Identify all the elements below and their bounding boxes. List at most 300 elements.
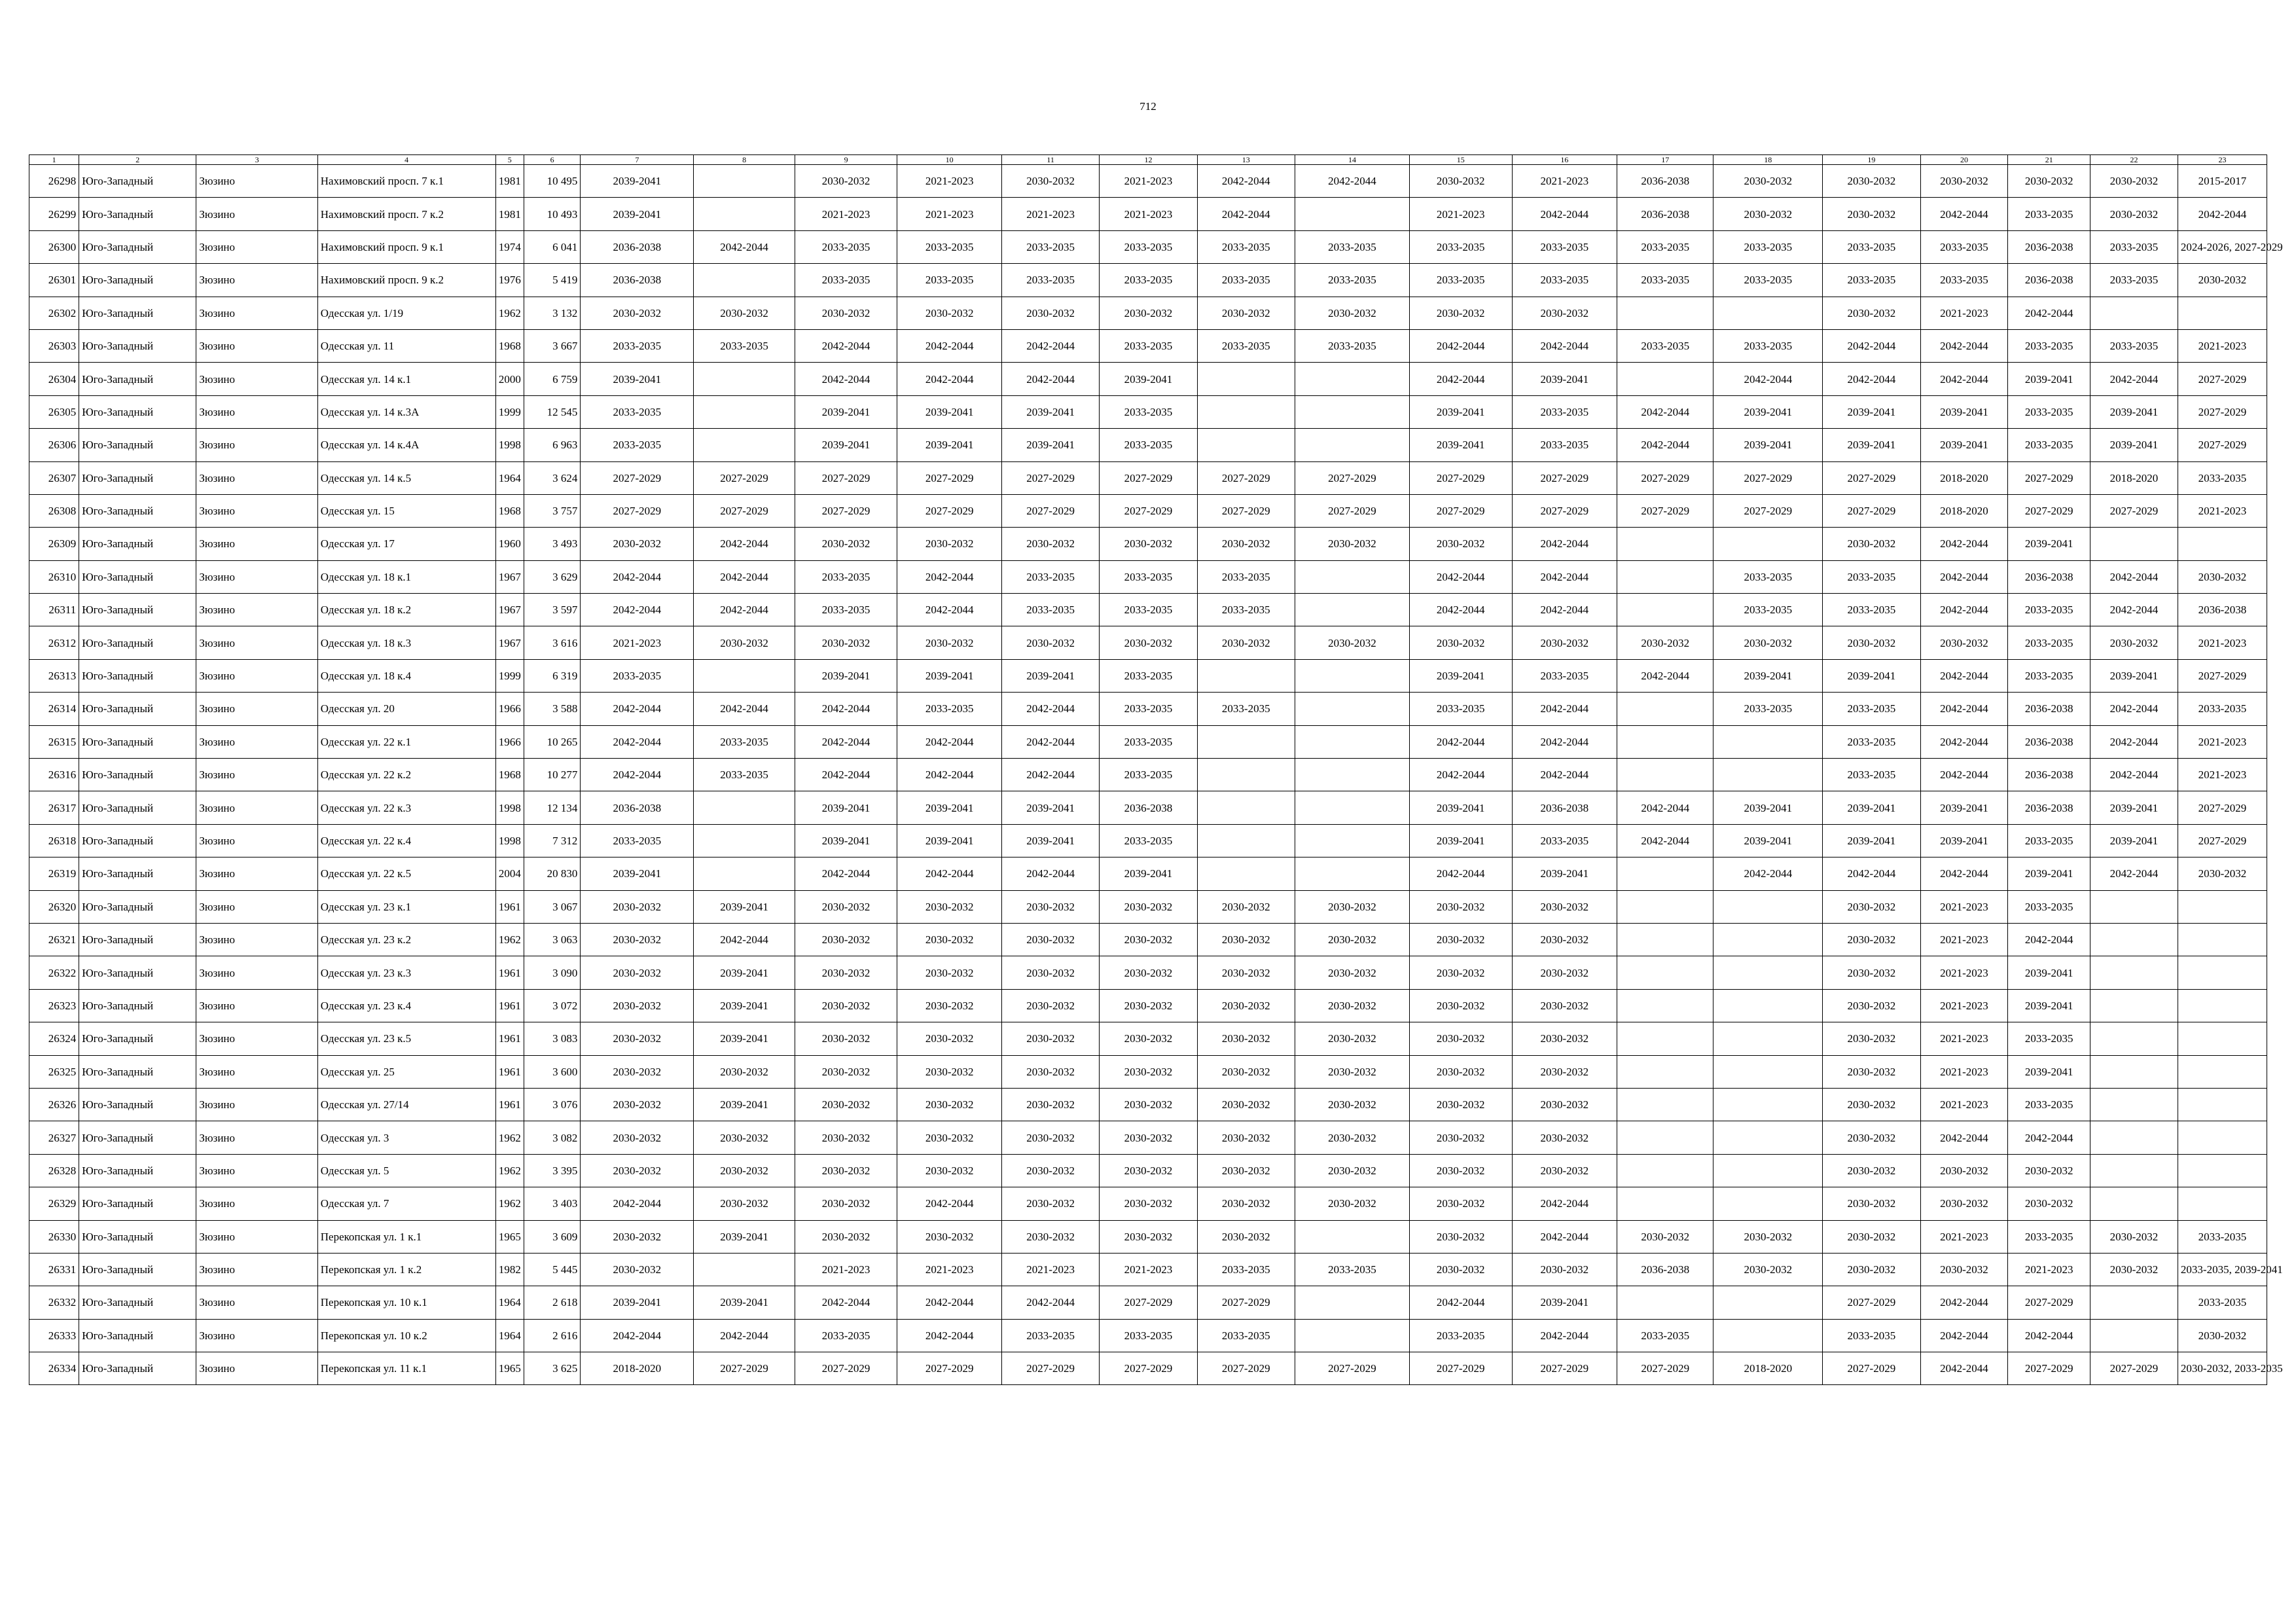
column-number-header: 5 bbox=[495, 155, 524, 165]
period-col-21-cell: 2033-2035 bbox=[2008, 659, 2090, 692]
column-number-header: 10 bbox=[897, 155, 1002, 165]
period-col-11-cell: 2030-2032 bbox=[1001, 1088, 1099, 1121]
period-col-18-cell bbox=[1713, 1088, 1823, 1121]
period-col-21-cell: 2027-2029 bbox=[2008, 494, 2090, 527]
period-col-18-cell: 2042-2044 bbox=[1713, 363, 1823, 395]
period-col-19-cell: 2042-2044 bbox=[1823, 857, 1920, 890]
period-col-13-cell bbox=[1197, 725, 1295, 758]
period-col-10-cell: 2033-2035 bbox=[897, 693, 1002, 725]
district-cell: Юго-Западный bbox=[79, 1253, 196, 1286]
period-col-8-cell: 2039-2041 bbox=[694, 890, 795, 923]
period-col-7-cell: 2042-2044 bbox=[581, 1187, 694, 1220]
period-col-17-cell: 2027-2029 bbox=[1617, 494, 1713, 527]
period-col-22-cell: 2033-2035 bbox=[2090, 230, 2178, 263]
district-cell: Юго-Западный bbox=[79, 363, 196, 395]
period-col-15-cell: 2030-2032 bbox=[1409, 1154, 1512, 1187]
build-year-cell: 1961 bbox=[495, 890, 524, 923]
period-col-15-cell: 2033-2035 bbox=[1409, 230, 1512, 263]
period-col-21-cell: 2033-2035 bbox=[2008, 1022, 2090, 1055]
period-col-22-cell: 2042-2044 bbox=[2090, 857, 2178, 890]
table-row bbox=[29, 363, 2267, 395]
period-col-17-cell: 2042-2044 bbox=[1617, 429, 1713, 461]
record-id-cell: 26307 bbox=[29, 461, 79, 494]
period-col-20-cell: 2042-2044 bbox=[1920, 1319, 2008, 1352]
period-col-14-cell bbox=[1295, 791, 1409, 824]
period-col-10-cell: 2042-2044 bbox=[897, 1187, 1002, 1220]
period-col-17-cell bbox=[1617, 989, 1713, 1022]
period-col-13-cell: 2030-2032 bbox=[1197, 1220, 1295, 1253]
district-cell: Юго-Западный bbox=[79, 824, 196, 857]
floor-area-cell: 12 545 bbox=[524, 395, 581, 428]
period-col-18-cell: 2039-2041 bbox=[1713, 395, 1823, 428]
period-col-10-cell: 2027-2029 bbox=[897, 494, 1002, 527]
period-col-7-cell: 2030-2032 bbox=[581, 1220, 694, 1253]
build-year-cell: 1974 bbox=[495, 230, 524, 263]
floor-area-cell: 3 132 bbox=[524, 297, 581, 329]
address-cell: Одесская ул. 25 bbox=[317, 1055, 495, 1088]
column-number-header: 17 bbox=[1617, 155, 1713, 165]
build-year-cell: 1966 bbox=[495, 693, 524, 725]
period-col-23-cell: 2033-2035, 2039-2041 bbox=[2178, 1253, 2267, 1286]
area-cell: Зюзино bbox=[196, 1154, 317, 1187]
period-col-16-cell: 2027-2029 bbox=[1512, 494, 1617, 527]
district-cell: Юго-Западный bbox=[79, 297, 196, 329]
table-row bbox=[29, 1022, 2267, 1055]
period-col-17-cell bbox=[1617, 363, 1713, 395]
period-col-12-cell: 2033-2035 bbox=[1100, 725, 1197, 758]
area-cell: Зюзино bbox=[196, 956, 317, 989]
period-col-16-cell: 2042-2044 bbox=[1512, 594, 1617, 626]
period-col-8-cell bbox=[694, 395, 795, 428]
area-cell: Зюзино bbox=[196, 528, 317, 560]
period-col-16-cell: 2030-2032 bbox=[1512, 923, 1617, 956]
table-row bbox=[29, 659, 2267, 692]
period-col-22-cell: 2039-2041 bbox=[2090, 659, 2178, 692]
record-id-cell: 26301 bbox=[29, 264, 79, 297]
period-col-23-cell: 2030-2032 bbox=[2178, 1319, 2267, 1352]
period-col-9-cell: 2033-2035 bbox=[795, 230, 897, 263]
period-col-12-cell: 2033-2035 bbox=[1100, 1319, 1197, 1352]
period-col-18-cell: 2039-2041 bbox=[1713, 429, 1823, 461]
period-col-14-cell bbox=[1295, 363, 1409, 395]
district-cell: Юго-Западный bbox=[79, 395, 196, 428]
record-id-cell: 26302 bbox=[29, 297, 79, 329]
period-col-21-cell: 2033-2035 bbox=[2008, 429, 2090, 461]
period-col-18-cell: 2027-2029 bbox=[1713, 494, 1823, 527]
period-col-9-cell: 2021-2023 bbox=[795, 1253, 897, 1286]
period-col-18-cell bbox=[1713, 297, 1823, 329]
period-col-22-cell bbox=[2090, 1319, 2178, 1352]
period-col-16-cell: 2030-2032 bbox=[1512, 297, 1617, 329]
period-col-19-cell: 2030-2032 bbox=[1823, 626, 1920, 659]
period-col-15-cell: 2027-2029 bbox=[1409, 461, 1512, 494]
column-number-header: 15 bbox=[1409, 155, 1512, 165]
period-col-13-cell bbox=[1197, 824, 1295, 857]
period-col-23-cell bbox=[2178, 1121, 2267, 1154]
period-col-15-cell: 2030-2032 bbox=[1409, 626, 1512, 659]
record-id-cell: 26303 bbox=[29, 329, 79, 362]
period-col-21-cell: 2042-2044 bbox=[2008, 923, 2090, 956]
period-col-8-cell: 2039-2041 bbox=[694, 1088, 795, 1121]
period-col-15-cell: 2030-2032 bbox=[1409, 1253, 1512, 1286]
address-cell: Одесская ул. 23 к.4 bbox=[317, 989, 495, 1022]
period-col-20-cell: 2021-2023 bbox=[1920, 1220, 2008, 1253]
period-col-9-cell: 2042-2044 bbox=[795, 857, 897, 890]
period-col-21-cell: 2021-2023 bbox=[2008, 1253, 2090, 1286]
address-cell: Одесская ул. 22 к.5 bbox=[317, 857, 495, 890]
area-cell: Зюзино bbox=[196, 1253, 317, 1286]
floor-area-cell: 3 625 bbox=[524, 1352, 581, 1385]
address-cell: Одесская ул. 14 к.1 bbox=[317, 363, 495, 395]
period-col-23-cell: 2021-2023 bbox=[2178, 759, 2267, 791]
period-col-14-cell: 2030-2032 bbox=[1295, 1022, 1409, 1055]
period-col-20-cell: 2030-2032 bbox=[1920, 1154, 2008, 1187]
period-col-19-cell: 2030-2032 bbox=[1823, 165, 1920, 198]
period-col-11-cell: 2033-2035 bbox=[1001, 560, 1099, 593]
period-col-16-cell: 2030-2032 bbox=[1512, 1154, 1617, 1187]
period-col-14-cell: 2030-2032 bbox=[1295, 890, 1409, 923]
period-col-18-cell: 2027-2029 bbox=[1713, 461, 1823, 494]
area-cell: Зюзино bbox=[196, 297, 317, 329]
period-col-8-cell: 2042-2044 bbox=[694, 230, 795, 263]
period-col-20-cell: 2042-2044 bbox=[1920, 329, 2008, 362]
period-col-21-cell: 2039-2041 bbox=[2008, 528, 2090, 560]
period-col-8-cell: 2033-2035 bbox=[694, 725, 795, 758]
record-id-cell: 26323 bbox=[29, 989, 79, 1022]
table-row bbox=[29, 165, 2267, 198]
floor-area-cell: 3 629 bbox=[524, 560, 581, 593]
period-col-12-cell: 2030-2032 bbox=[1100, 1154, 1197, 1187]
period-col-12-cell: 2030-2032 bbox=[1100, 297, 1197, 329]
period-col-17-cell: 2036-2038 bbox=[1617, 165, 1713, 198]
period-col-15-cell: 2030-2032 bbox=[1409, 1187, 1512, 1220]
period-col-12-cell: 2030-2032 bbox=[1100, 890, 1197, 923]
column-number-header: 2 bbox=[79, 155, 196, 165]
period-col-10-cell: 2042-2044 bbox=[897, 1286, 1002, 1319]
period-col-8-cell bbox=[694, 429, 795, 461]
period-col-8-cell: 2030-2032 bbox=[694, 626, 795, 659]
period-col-13-cell bbox=[1197, 363, 1295, 395]
period-col-8-cell: 2042-2044 bbox=[694, 560, 795, 593]
period-col-22-cell bbox=[2090, 1154, 2178, 1187]
period-col-17-cell bbox=[1617, 1088, 1713, 1121]
period-col-19-cell: 2033-2035 bbox=[1823, 759, 1920, 791]
period-col-14-cell: 2033-2035 bbox=[1295, 1253, 1409, 1286]
period-col-23-cell bbox=[2178, 1088, 2267, 1121]
address-cell: Нахимовский просп. 9 к.1 bbox=[317, 230, 495, 263]
period-col-23-cell: 2036-2038 bbox=[2178, 594, 2267, 626]
period-col-8-cell: 2033-2035 bbox=[694, 329, 795, 362]
period-col-11-cell: 2030-2032 bbox=[1001, 1154, 1099, 1187]
period-col-21-cell: 2036-2038 bbox=[2008, 560, 2090, 593]
record-id-cell: 26319 bbox=[29, 857, 79, 890]
area-cell: Зюзино bbox=[196, 1121, 317, 1154]
floor-area-cell: 3 757 bbox=[524, 494, 581, 527]
period-col-10-cell: 2042-2044 bbox=[897, 759, 1002, 791]
period-col-14-cell: 2030-2032 bbox=[1295, 1154, 1409, 1187]
period-col-16-cell: 2030-2032 bbox=[1512, 956, 1617, 989]
district-cell: Юго-Западный bbox=[79, 1055, 196, 1088]
period-col-10-cell: 2021-2023 bbox=[897, 1253, 1002, 1286]
period-col-9-cell: 2042-2044 bbox=[795, 759, 897, 791]
address-cell: Одесская ул. 22 к.2 bbox=[317, 759, 495, 791]
period-col-15-cell: 2039-2041 bbox=[1409, 791, 1512, 824]
table-row bbox=[29, 594, 2267, 626]
period-col-7-cell: 2042-2044 bbox=[581, 725, 694, 758]
period-col-12-cell: 2030-2032 bbox=[1100, 1055, 1197, 1088]
period-col-7-cell: 2030-2032 bbox=[581, 1055, 694, 1088]
address-cell: Перекопская ул. 10 к.1 bbox=[317, 1286, 495, 1319]
period-col-22-cell: 2030-2032 bbox=[2090, 165, 2178, 198]
period-col-9-cell: 2033-2035 bbox=[795, 264, 897, 297]
period-col-20-cell: 2042-2044 bbox=[1920, 759, 2008, 791]
period-col-10-cell: 2030-2032 bbox=[897, 297, 1002, 329]
record-id-cell: 26316 bbox=[29, 759, 79, 791]
floor-area-cell: 5 419 bbox=[524, 264, 581, 297]
period-col-18-cell bbox=[1713, 725, 1823, 758]
floor-area-cell: 3 072 bbox=[524, 989, 581, 1022]
period-col-23-cell bbox=[2178, 1055, 2267, 1088]
period-col-14-cell: 2033-2035 bbox=[1295, 264, 1409, 297]
record-id-cell: 26315 bbox=[29, 725, 79, 758]
period-col-12-cell: 2033-2035 bbox=[1100, 594, 1197, 626]
period-col-17-cell bbox=[1617, 1055, 1713, 1088]
build-year-cell: 1967 bbox=[495, 560, 524, 593]
district-cell: Юго-Западный bbox=[79, 461, 196, 494]
period-col-13-cell: 2042-2044 bbox=[1197, 198, 1295, 230]
period-col-13-cell: 2030-2032 bbox=[1197, 1187, 1295, 1220]
period-col-12-cell: 2030-2032 bbox=[1100, 1220, 1197, 1253]
period-col-22-cell: 2030-2032 bbox=[2090, 1253, 2178, 1286]
build-year-cell: 1964 bbox=[495, 1319, 524, 1352]
period-col-19-cell: 2030-2032 bbox=[1823, 989, 1920, 1022]
record-id-cell: 26321 bbox=[29, 923, 79, 956]
period-col-10-cell: 2030-2032 bbox=[897, 1154, 1002, 1187]
period-col-8-cell: 2027-2029 bbox=[694, 461, 795, 494]
table-row bbox=[29, 989, 2267, 1022]
period-col-9-cell: 2027-2029 bbox=[795, 494, 897, 527]
period-col-23-cell: 2030-2032 bbox=[2178, 560, 2267, 593]
period-col-14-cell: 2030-2032 bbox=[1295, 1187, 1409, 1220]
period-col-17-cell: 2033-2035 bbox=[1617, 230, 1713, 263]
column-number-header: 12 bbox=[1100, 155, 1197, 165]
record-id-cell: 26311 bbox=[29, 594, 79, 626]
address-cell: Перекопская ул. 1 к.2 bbox=[317, 1253, 495, 1286]
period-col-7-cell: 2033-2035 bbox=[581, 659, 694, 692]
period-col-9-cell: 2042-2044 bbox=[795, 693, 897, 725]
period-col-12-cell: 2033-2035 bbox=[1100, 395, 1197, 428]
period-col-10-cell: 2033-2035 bbox=[897, 264, 1002, 297]
period-col-7-cell: 2030-2032 bbox=[581, 1121, 694, 1154]
build-year-cell: 1967 bbox=[495, 594, 524, 626]
floor-area-cell: 5 445 bbox=[524, 1253, 581, 1286]
period-col-21-cell: 2033-2035 bbox=[2008, 1088, 2090, 1121]
build-year-cell: 1998 bbox=[495, 791, 524, 824]
table-body bbox=[29, 165, 2283, 1385]
period-col-20-cell: 2042-2044 bbox=[1920, 198, 2008, 230]
period-col-15-cell: 2042-2044 bbox=[1409, 725, 1512, 758]
period-col-17-cell bbox=[1617, 594, 1713, 626]
period-col-15-cell: 2042-2044 bbox=[1409, 560, 1512, 593]
period-col-17-cell: 2036-2038 bbox=[1617, 1253, 1713, 1286]
district-cell: Юго-Западный bbox=[79, 429, 196, 461]
period-col-18-cell bbox=[1713, 956, 1823, 989]
period-col-23-cell bbox=[2178, 1187, 2267, 1220]
period-col-11-cell: 2030-2032 bbox=[1001, 1187, 1099, 1220]
period-col-14-cell: 2030-2032 bbox=[1295, 989, 1409, 1022]
period-col-17-cell bbox=[1617, 693, 1713, 725]
period-col-13-cell: 2033-2035 bbox=[1197, 560, 1295, 593]
period-col-9-cell: 2030-2032 bbox=[795, 1121, 897, 1154]
record-id-cell: 26329 bbox=[29, 1187, 79, 1220]
period-col-9-cell: 2039-2041 bbox=[795, 824, 897, 857]
period-col-8-cell: 2039-2041 bbox=[694, 1286, 795, 1319]
period-col-15-cell: 2030-2032 bbox=[1409, 1220, 1512, 1253]
floor-area-cell: 3 600 bbox=[524, 1055, 581, 1088]
period-col-15-cell: 2033-2035 bbox=[1409, 264, 1512, 297]
table-row bbox=[29, 230, 2267, 263]
period-col-18-cell: 2030-2032 bbox=[1713, 1253, 1823, 1286]
period-col-22-cell: 2027-2029 bbox=[2090, 1352, 2178, 1385]
period-col-23-cell: 2033-2035 bbox=[2178, 461, 2267, 494]
period-col-20-cell: 2021-2023 bbox=[1920, 923, 2008, 956]
period-col-7-cell: 2033-2035 bbox=[581, 824, 694, 857]
floor-area-cell: 2 618 bbox=[524, 1286, 581, 1319]
record-id-cell: 26327 bbox=[29, 1121, 79, 1154]
build-year-cell: 1962 bbox=[495, 923, 524, 956]
period-col-18-cell: 2030-2032 bbox=[1713, 165, 1823, 198]
period-col-9-cell: 2030-2032 bbox=[795, 297, 897, 329]
period-col-7-cell: 2030-2032 bbox=[581, 1253, 694, 1286]
floor-area-cell: 3 493 bbox=[524, 528, 581, 560]
address-cell: Одесская ул. 14 к.5 bbox=[317, 461, 495, 494]
period-col-12-cell: 2027-2029 bbox=[1100, 1286, 1197, 1319]
period-col-7-cell: 2036-2038 bbox=[581, 230, 694, 263]
address-cell: Одесская ул. 1/19 bbox=[317, 297, 495, 329]
period-col-14-cell: 2030-2032 bbox=[1295, 1055, 1409, 1088]
table-row bbox=[29, 693, 2267, 725]
period-col-10-cell: 2030-2032 bbox=[897, 528, 1002, 560]
period-col-11-cell: 2030-2032 bbox=[1001, 956, 1099, 989]
period-col-12-cell: 2036-2038 bbox=[1100, 791, 1197, 824]
district-cell: Юго-Западный bbox=[79, 759, 196, 791]
period-col-18-cell bbox=[1713, 1286, 1823, 1319]
build-year-cell: 1999 bbox=[495, 395, 524, 428]
period-col-21-cell: 2042-2044 bbox=[2008, 297, 2090, 329]
table-row bbox=[29, 528, 2267, 560]
column-number-header: 3 bbox=[196, 155, 317, 165]
period-col-15-cell: 2033-2035 bbox=[1409, 693, 1512, 725]
period-col-17-cell: 2030-2032 bbox=[1617, 626, 1713, 659]
period-col-16-cell: 2039-2041 bbox=[1512, 363, 1617, 395]
period-col-11-cell: 2039-2041 bbox=[1001, 824, 1099, 857]
period-col-15-cell: 2030-2032 bbox=[1409, 956, 1512, 989]
address-cell: Одесская ул. 20 bbox=[317, 693, 495, 725]
floor-area-cell: 10 277 bbox=[524, 759, 581, 791]
record-id-cell: 26312 bbox=[29, 626, 79, 659]
district-cell: Юго-Западный bbox=[79, 791, 196, 824]
column-number-header: 21 bbox=[2008, 155, 2090, 165]
period-col-13-cell: 2030-2032 bbox=[1197, 297, 1295, 329]
period-col-23-cell bbox=[2178, 923, 2267, 956]
period-col-23-cell: 2030-2032 bbox=[2178, 857, 2267, 890]
period-col-16-cell: 2030-2032 bbox=[1512, 1055, 1617, 1088]
floor-area-cell: 3 624 bbox=[524, 461, 581, 494]
area-cell: Зюзино bbox=[196, 1352, 317, 1385]
area-cell: Зюзино bbox=[196, 693, 317, 725]
period-col-12-cell: 2030-2032 bbox=[1100, 923, 1197, 956]
period-col-8-cell: 2039-2041 bbox=[694, 1220, 795, 1253]
period-col-21-cell: 2039-2041 bbox=[2008, 857, 2090, 890]
area-cell: Зюзино bbox=[196, 1187, 317, 1220]
period-col-9-cell: 2030-2032 bbox=[795, 626, 897, 659]
period-col-23-cell: 2021-2023 bbox=[2178, 626, 2267, 659]
period-col-14-cell: 2030-2032 bbox=[1295, 1121, 1409, 1154]
address-cell: Одесская ул. 15 bbox=[317, 494, 495, 527]
period-col-14-cell: 2042-2044 bbox=[1295, 165, 1409, 198]
period-col-13-cell bbox=[1197, 429, 1295, 461]
period-col-22-cell: 2039-2041 bbox=[2090, 824, 2178, 857]
period-col-12-cell: 2039-2041 bbox=[1100, 363, 1197, 395]
period-col-16-cell: 2042-2044 bbox=[1512, 560, 1617, 593]
period-col-23-cell: 2021-2023 bbox=[2178, 725, 2267, 758]
period-col-11-cell: 2030-2032 bbox=[1001, 528, 1099, 560]
period-col-9-cell: 2030-2032 bbox=[795, 989, 897, 1022]
column-number-header: 7 bbox=[581, 155, 694, 165]
period-col-15-cell: 2042-2044 bbox=[1409, 759, 1512, 791]
period-col-11-cell: 2030-2032 bbox=[1001, 297, 1099, 329]
period-col-8-cell bbox=[694, 198, 795, 230]
period-col-13-cell bbox=[1197, 857, 1295, 890]
period-col-7-cell: 2039-2041 bbox=[581, 857, 694, 890]
period-col-15-cell: 2021-2023 bbox=[1409, 198, 1512, 230]
district-cell: Юго-Западный bbox=[79, 1286, 196, 1319]
period-col-11-cell: 2042-2044 bbox=[1001, 693, 1099, 725]
period-col-19-cell: 2039-2041 bbox=[1823, 791, 1920, 824]
table-row bbox=[29, 956, 2267, 989]
period-col-19-cell: 2033-2035 bbox=[1823, 725, 1920, 758]
period-col-19-cell: 2030-2032 bbox=[1823, 1055, 1920, 1088]
record-id-cell: 26324 bbox=[29, 1022, 79, 1055]
period-col-19-cell: 2033-2035 bbox=[1823, 560, 1920, 593]
period-col-9-cell: 2030-2032 bbox=[795, 1154, 897, 1187]
period-col-23-cell: 2033-2035 bbox=[2178, 693, 2267, 725]
period-col-11-cell: 2021-2023 bbox=[1001, 198, 1099, 230]
table-row bbox=[29, 626, 2267, 659]
build-year-cell: 1961 bbox=[495, 1055, 524, 1088]
address-cell: Нахимовский просп. 7 к.2 bbox=[317, 198, 495, 230]
address-cell: Одесская ул. 18 к.1 bbox=[317, 560, 495, 593]
period-col-17-cell bbox=[1617, 1022, 1713, 1055]
floor-area-cell: 20 830 bbox=[524, 857, 581, 890]
period-col-16-cell: 2027-2029 bbox=[1512, 1352, 1617, 1385]
period-col-10-cell: 2042-2044 bbox=[897, 857, 1002, 890]
period-col-13-cell bbox=[1197, 759, 1295, 791]
table-row bbox=[29, 1187, 2267, 1220]
period-col-11-cell: 2042-2044 bbox=[1001, 857, 1099, 890]
build-year-cell: 1981 bbox=[495, 165, 524, 198]
period-col-17-cell bbox=[1617, 956, 1713, 989]
period-col-23-cell bbox=[2178, 890, 2267, 923]
period-col-20-cell: 2042-2044 bbox=[1920, 693, 2008, 725]
address-cell: Одесская ул. 22 к.3 bbox=[317, 791, 495, 824]
period-col-20-cell: 2039-2041 bbox=[1920, 429, 2008, 461]
period-col-14-cell bbox=[1295, 857, 1409, 890]
period-col-15-cell: 2042-2044 bbox=[1409, 857, 1512, 890]
column-number-header: 9 bbox=[795, 155, 897, 165]
period-col-18-cell: 2030-2032 bbox=[1713, 198, 1823, 230]
period-col-16-cell: 2030-2032 bbox=[1512, 989, 1617, 1022]
